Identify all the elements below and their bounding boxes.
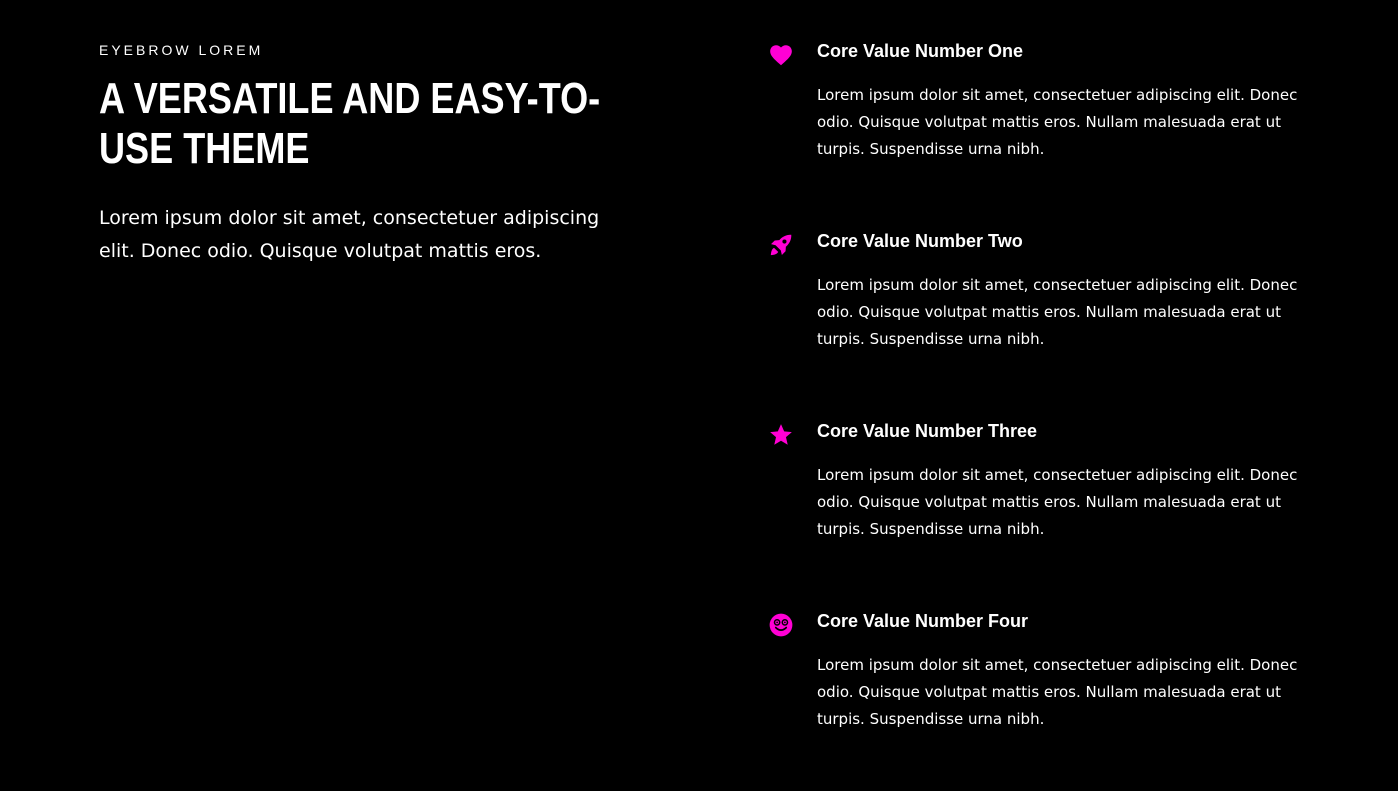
rocket-icon — [768, 232, 794, 258]
core-value-description: Lorem ipsum dolor sit amet, consectetuer adipiscing elit. Donec odio. Quisque volutpat mattis eros. Nullam malesuada erat ut turpis. Suspendisse urna nibh. — [817, 86, 1298, 158]
eyebrow-text: EYEBROW LOREM — [99, 42, 264, 58]
page-title-line-2: USE THEME — [99, 124, 310, 173]
intro-paragraph: Lorem ipsum dolor sit amet, consectetuer adipiscing elit. Donec odio. Quisque volutpat mattis eros. — [99, 207, 600, 262]
smiley-icon — [768, 612, 794, 638]
hero-column — [99, 40, 659, 268]
core-value-title: Core Value Number Three — [817, 421, 1038, 441]
core-value-description: Lorem ipsum dolor sit amet, consectetuer adipiscing elit. Donec odio. Quisque volutpat mattis eros. Nullam malesuada erat ut turpis. Suspendisse urna nibh. — [817, 656, 1298, 728]
core-value-title: Core Value Number One — [817, 41, 1024, 61]
core-value-description: Lorem ipsum dolor sit amet, consectetuer adipiscing elit. Donec odio. Quisque volutpat mattis eros. Nullam malesuada erat ut turpis. Suspendisse urna nibh. — [817, 466, 1298, 538]
core-value-title: Core Value Number Two — [817, 231, 1023, 251]
core-value-description: Lorem ipsum dolor sit amet, consectetuer adipiscing elit. Donec odio. Quisque volutpat mattis eros. Nullam malesuada erat ut turpis. Suspendisse urna nibh. — [817, 276, 1298, 348]
core-value-title: Core Value Number Four — [817, 611, 1029, 631]
page-title — [99, 74, 624, 174]
star-icon — [768, 422, 794, 448]
heart-icon — [768, 42, 794, 68]
page-title-line-1: A VERSATILE AND EASY-TO- — [99, 74, 601, 123]
